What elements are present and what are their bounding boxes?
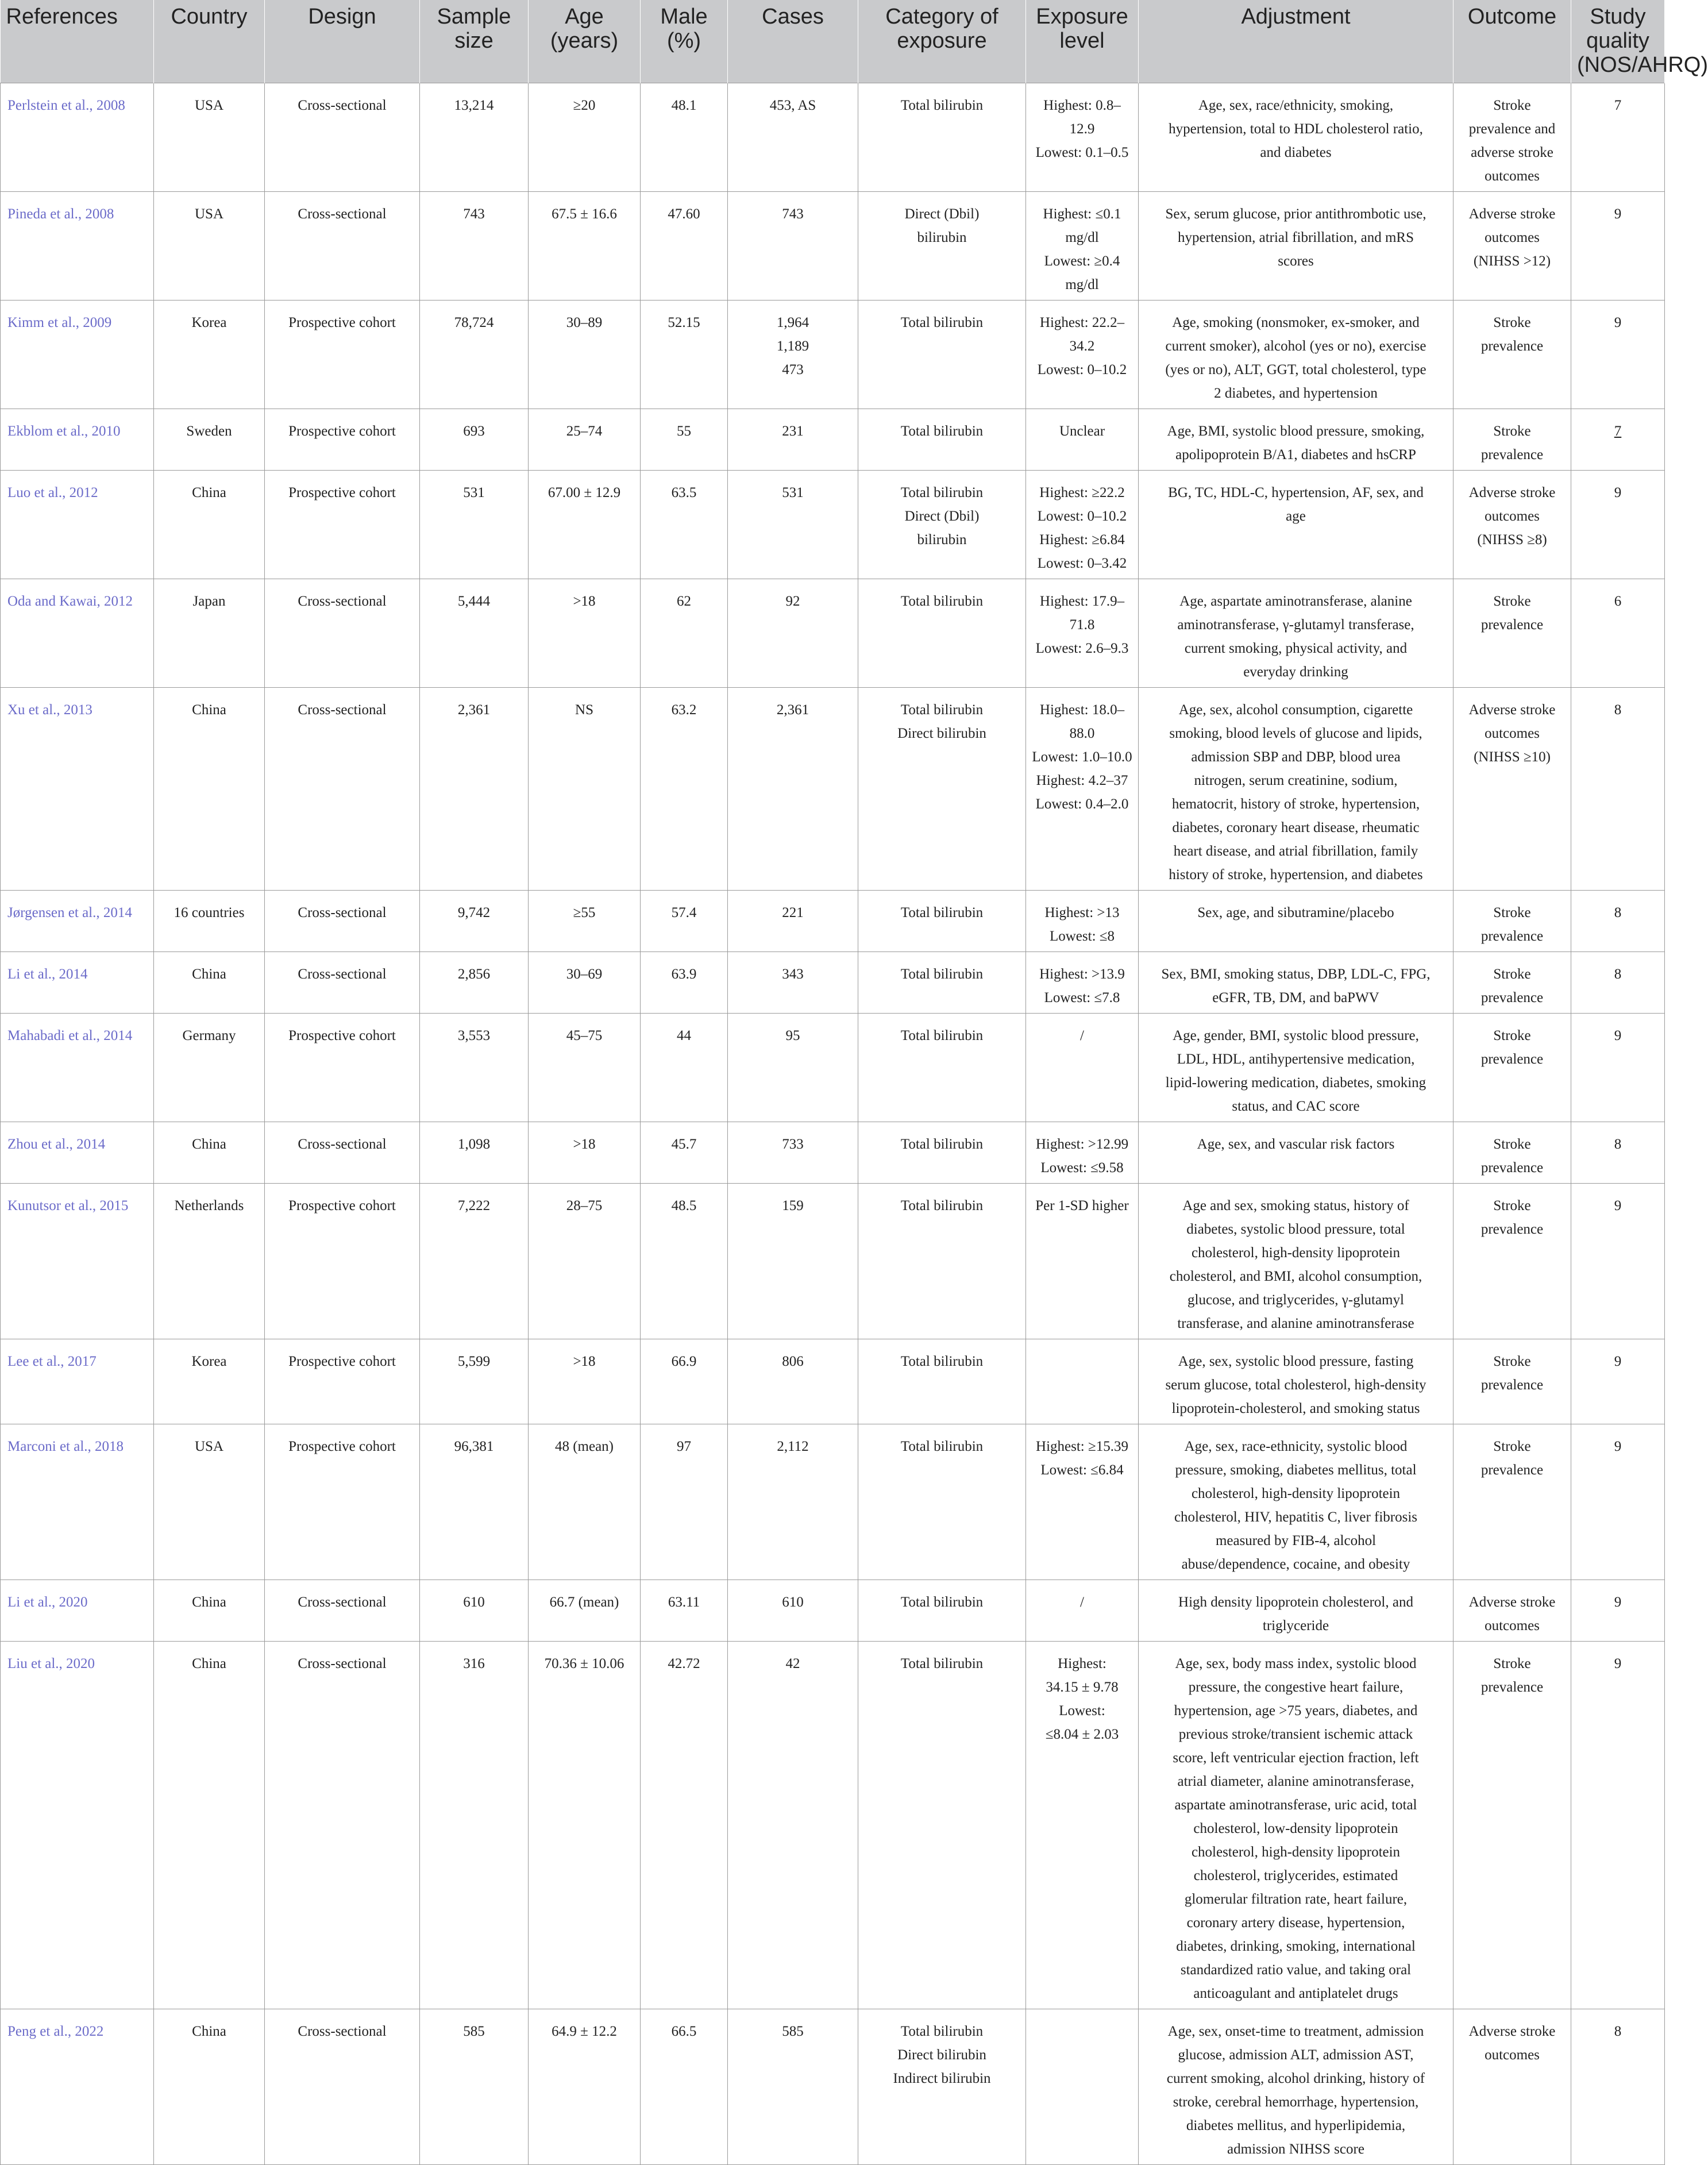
cases-cell: 42 xyxy=(728,1642,858,2009)
age-cell: >18 xyxy=(529,1122,641,1184)
country-cell: Sweden xyxy=(154,409,265,471)
header-references: References xyxy=(1,0,154,83)
category-cell: Total bilirubin xyxy=(858,952,1026,1014)
male-cell: 48.1 xyxy=(641,83,728,192)
country-cell: China xyxy=(154,688,265,891)
male-cell: 45.7 xyxy=(641,1122,728,1184)
cases-cell: 2,112 xyxy=(728,1424,858,1580)
header-age: Age (years) xyxy=(529,0,641,83)
outcome-cell: Stroke prevalence xyxy=(1453,1424,1571,1580)
study-quality-cell xyxy=(1571,409,1665,471)
exposure-level-cell: Highest: 0.8–12.9 Lowest: 0.1–0.5 xyxy=(1026,83,1139,192)
exposure-level-cell: Highest: >13.9 Lowest: ≤7.8 xyxy=(1026,952,1139,1014)
reference-cell xyxy=(1,2009,154,2165)
sample-size-cell: 693 xyxy=(420,409,529,471)
header-male: Male (%) xyxy=(641,0,728,83)
reference-link[interactable]: Lee et al., 2017 xyxy=(7,1354,97,1369)
reference-cell xyxy=(1,83,154,192)
sample-size-cell: 531 xyxy=(420,471,529,579)
reference-cell xyxy=(1,579,154,688)
design-cell: Cross-sectional xyxy=(265,688,420,891)
design-cell: Cross-sectional xyxy=(265,1642,420,2009)
reference-cell xyxy=(1,1339,154,1424)
outcome-cell: Adverse stroke outcomes (NIHSS ≥8) xyxy=(1453,471,1571,579)
male-cell: 57.4 xyxy=(641,891,728,952)
sample-size-cell: 2,361 xyxy=(420,688,529,891)
cases-cell: 585 xyxy=(728,2009,858,2165)
reference-cell xyxy=(1,1014,154,1122)
sample-size-cell: 7,222 xyxy=(420,1184,529,1339)
design-cell: Prospective cohort xyxy=(265,1184,420,1339)
category-cell: Total bilirubin xyxy=(858,409,1026,471)
adjustment-cell: Age, sex, body mass index, systolic blood pressure, the congestive heart failure, hypertension, age >75 years, diabetes, and previous stroke/transient ischemic attack score, left ventricular ejection fraction, left atrial diameter, alanine aminotransferase, aspartate aminotransferase, uric acid, total cholesterol, low-density lipoprotein cholesterol, high-density lipoprotein cholesterol, triglycerides, estimated glomerular filtration rate, heart failure, coronary artery disease, hypertension, diabetes, drinking, smoking, international standardized ratio value, and taking oral anticoagulant and antiplatelet drugs xyxy=(1139,1642,1453,2009)
header-study-quality: Study quality (NOS/AHRQ) xyxy=(1571,0,1665,83)
adjustment-cell: Age, sex, onset-time to treatment, admission glucose, admission ALT, admission AST, current smoking, alcohol drinking, history of stroke, cerebral hemorrhage, hypertension, diabetes mellitus, and hyperlipidemia, admission NIHSS score xyxy=(1139,2009,1453,2165)
country-cell: Korea xyxy=(154,301,265,409)
sample-size-cell: 78,724 xyxy=(420,301,529,409)
adjustment-cell: Sex, serum glucose, prior antithrombotic use, hypertension, atrial fibrillation, and mRS scores xyxy=(1139,192,1453,301)
sample-size-cell: 13,214 xyxy=(420,83,529,192)
exposure-level-cell: Highest: 22.2–34.2 Lowest: 0–10.2 xyxy=(1026,301,1139,409)
country-cell: Korea xyxy=(154,1339,265,1424)
cases-cell: 531 xyxy=(728,471,858,579)
table-row xyxy=(1,1424,1665,1580)
cases-cell: 733 xyxy=(728,1122,858,1184)
table-row xyxy=(1,1014,1665,1122)
header-category: Category of exposure xyxy=(858,0,1026,83)
header-outcome: Outcome xyxy=(1453,0,1571,83)
adjustment-cell: High density lipoprotein cholesterol, and triglyceride xyxy=(1139,1580,1453,1642)
outcome-cell: Stroke prevalence and adverse stroke outcomes xyxy=(1453,83,1571,192)
reference-cell xyxy=(1,891,154,952)
male-cell: 44 xyxy=(641,1014,728,1122)
outcome-cell: Adverse stroke outcomes (NIHSS >12) xyxy=(1453,192,1571,301)
header-adjustment: Adjustment xyxy=(1139,0,1453,83)
outcome-cell: Adverse stroke outcomes xyxy=(1453,1580,1571,1642)
age-cell: >18 xyxy=(529,579,641,688)
category-cell: Total bilirubin xyxy=(858,1014,1026,1122)
reference-link[interactable]: Ekblom et al., 2010 xyxy=(7,423,121,439)
age-cell: 28–75 xyxy=(529,1184,641,1339)
age-cell: 25–74 xyxy=(529,409,641,471)
category-cell: Total bilirubin xyxy=(858,1424,1026,1580)
country-cell: China xyxy=(154,1580,265,1642)
sample-size-cell: 2,856 xyxy=(420,952,529,1014)
outcome-cell: Stroke prevalence xyxy=(1453,1122,1571,1184)
cases-cell: 221 xyxy=(728,891,858,952)
male-cell: 55 xyxy=(641,409,728,471)
country-cell: China xyxy=(154,1122,265,1184)
reference-link[interactable]: Zhou et al., 2014 xyxy=(7,1137,106,1152)
outcome-cell: Stroke prevalence xyxy=(1453,579,1571,688)
design-cell: Cross-sectional xyxy=(265,1122,420,1184)
outcome-cell: Stroke prevalence xyxy=(1453,891,1571,952)
study-quality-cell: 9 xyxy=(1571,1580,1665,1642)
reference-cell xyxy=(1,952,154,1014)
adjustment-cell: Age, BMI, systolic blood pressure, smoking, apolipoprotein B/A1, diabetes and hsCRP xyxy=(1139,409,1453,471)
cases-cell: 92 xyxy=(728,579,858,688)
header-country: Country xyxy=(154,0,265,83)
reference-cell xyxy=(1,1184,154,1339)
age-cell: 70.36 ± 10.06 xyxy=(529,1642,641,2009)
study-quality-cell: 9 xyxy=(1571,1642,1665,2009)
sample-size-cell: 96,381 xyxy=(420,1424,529,1580)
cases-cell: 610 xyxy=(728,1580,858,1642)
exposure-level-cell: Highest: ≥15.39 Lowest: ≤6.84 xyxy=(1026,1424,1139,1580)
country-cell: China xyxy=(154,1642,265,2009)
study-quality-cell: 6 xyxy=(1571,579,1665,688)
study-quality-cell: 8 xyxy=(1571,891,1665,952)
exposure-level-cell: Highest: 18.0–88.0 Lowest: 1.0–10.0 Highest: 4.2–37 Lowest: 0.4–2.0 xyxy=(1026,688,1139,891)
reference-link[interactable]: Luo et al., 2012 xyxy=(7,485,98,500)
reference-cell xyxy=(1,409,154,471)
age-cell: 30–89 xyxy=(529,301,641,409)
country-cell: Germany xyxy=(154,1014,265,1122)
cases-cell: 231 xyxy=(728,409,858,471)
cases-cell: 159 xyxy=(728,1184,858,1339)
table-row xyxy=(1,1642,1665,2009)
outcome-cell: Stroke prevalence xyxy=(1453,409,1571,471)
outcome-cell: Adverse stroke outcomes xyxy=(1453,2009,1571,2165)
design-cell: Prospective cohort xyxy=(265,409,420,471)
adjustment-cell: Age, sex, systolic blood pressure, fasting serum glucose, total cholesterol, high-density lipoprotein-cholesterol, and smoking status xyxy=(1139,1339,1453,1424)
adjustment-cell: Age, sex, alcohol consumption, cigarette smoking, blood levels of glucose and lipids, admission SBP and DBP, blood urea nitrogen, serum creatinine, sodium, hematocrit, history of stroke, hypertension, diabetes, coronary heart disease, rheumatic heart disease, and atrial fibrillation, family history of stroke, hypertension, and diabetes xyxy=(1139,688,1453,891)
male-cell: 66.5 xyxy=(641,2009,728,2165)
study-quality-cell: 9 xyxy=(1571,471,1665,579)
cases-cell: 95 xyxy=(728,1014,858,1122)
table-body xyxy=(1,83,1665,2165)
reference-link[interactable]: Peng et al., 2022 xyxy=(7,2024,104,2039)
age-cell: ≥20 xyxy=(529,83,641,192)
outcome-cell: Stroke prevalence xyxy=(1453,952,1571,1014)
male-cell: 63.9 xyxy=(641,952,728,1014)
outcome-cell: Stroke prevalence xyxy=(1453,301,1571,409)
adjustment-cell: BG, TC, HDL-C, hypertension, AF, sex, and age xyxy=(1139,471,1453,579)
study-quality-cell: 9 xyxy=(1571,1014,1665,1122)
reference-cell xyxy=(1,471,154,579)
adjustment-cell: Age, gender, BMI, systolic blood pressure, LDL, HDL, antihypertensive medication, lipid-lowering medication, diabetes, smoking status, and CAC score xyxy=(1139,1014,1453,1122)
male-cell: 62 xyxy=(641,579,728,688)
country-cell: China xyxy=(154,471,265,579)
exposure-level-cell xyxy=(1026,2009,1139,2165)
exposure-level-cell: Highest: 34.15 ± 9.78 Lowest: ≤8.04 ± 2.03 xyxy=(1026,1642,1139,2009)
reference-cell xyxy=(1,192,154,301)
age-cell: 48 (mean) xyxy=(529,1424,641,1580)
exposure-level-cell: Unclear xyxy=(1026,409,1139,471)
sample-size-cell: 5,444 xyxy=(420,579,529,688)
table-row xyxy=(1,1580,1665,1642)
adjustment-cell: Age, sex, and vascular risk factors xyxy=(1139,1122,1453,1184)
reference-link[interactable]: Li et al., 2014 xyxy=(7,966,88,982)
category-cell: Total bilirubin Direct bilirubin xyxy=(858,688,1026,891)
exposure-level-cell: / xyxy=(1026,1014,1139,1122)
design-cell: Cross-sectional xyxy=(265,891,420,952)
design-cell: Prospective cohort xyxy=(265,471,420,579)
header-sample-size: Sample size xyxy=(420,0,529,83)
table-row xyxy=(1,1122,1665,1184)
cases-cell: 2,361 xyxy=(728,688,858,891)
sample-size-cell: 5,599 xyxy=(420,1339,529,1424)
male-cell: 63.2 xyxy=(641,688,728,891)
cases-cell: 1,964 1,189 473 xyxy=(728,301,858,409)
exposure-level-cell xyxy=(1026,1339,1139,1424)
exposure-level-cell: Highest: >12.99 Lowest: ≤9.58 xyxy=(1026,1122,1139,1184)
table-row xyxy=(1,83,1665,192)
country-cell: USA xyxy=(154,192,265,301)
age-cell: ≥55 xyxy=(529,891,641,952)
exposure-level-cell: Highest: >13 Lowest: ≤8 xyxy=(1026,891,1139,952)
reference-link[interactable]: Li et al., 2020 xyxy=(7,1594,88,1610)
reference-cell xyxy=(1,1122,154,1184)
design-cell: Cross-sectional xyxy=(265,1580,420,1642)
header-cases: Cases xyxy=(728,0,858,83)
cases-cell: 453, AS xyxy=(728,83,858,192)
category-cell: Total bilirubin xyxy=(858,891,1026,952)
design-cell: Cross-sectional xyxy=(265,192,420,301)
category-cell: Direct (Dbil) bilirubin xyxy=(858,192,1026,301)
reference-cell xyxy=(1,1642,154,2009)
adjustment-cell: Sex, age, and sibutramine/placebo xyxy=(1139,891,1453,952)
sample-size-cell: 1,098 xyxy=(420,1122,529,1184)
design-cell: Cross-sectional xyxy=(265,2009,420,2165)
reference-link[interactable]: Perlstein et al., 2008 xyxy=(7,98,125,113)
exposure-level-cell: Highest: ≤0.1 mg/dl Lowest: ≥0.4 mg/dl xyxy=(1026,192,1139,301)
study-quality-cell: 9 xyxy=(1571,192,1665,301)
reference-link[interactable]: Marconi et al., 2018 xyxy=(7,1439,124,1454)
reference-link[interactable]: Mahabadi et al., 2014 xyxy=(7,1028,133,1043)
country-cell: USA xyxy=(154,83,265,192)
category-cell: Total bilirubin Direct (Dbil) bilirubin xyxy=(858,471,1026,579)
sample-size-cell: 585 xyxy=(420,2009,529,2165)
reference-cell xyxy=(1,301,154,409)
study-quality-cell: 7 xyxy=(1571,83,1665,192)
exposure-level-cell: Highest: 17.9–71.8 Lowest: 2.6–9.3 xyxy=(1026,579,1139,688)
study-quality-value: 7 xyxy=(1614,423,1622,439)
age-cell: 30–69 xyxy=(529,952,641,1014)
age-cell: 64.9 ± 12.2 xyxy=(529,2009,641,2165)
adjustment-cell: Age, sex, race/ethnicity, smoking, hypertension, total to HDL cholesterol ratio, and diabetes xyxy=(1139,83,1453,192)
age-cell: NS xyxy=(529,688,641,891)
category-cell: Total bilirubin xyxy=(858,83,1026,192)
exposure-level-cell: Highest: ≥22.2 Lowest: 0–10.2 Highest: ≥6.84 Lowest: 0–3.42 xyxy=(1026,471,1139,579)
header-row xyxy=(1,0,1665,83)
age-cell: 45–75 xyxy=(529,1014,641,1122)
adjustment-cell: Sex, BMI, smoking status, DBP, LDL-C, FPG, eGFR, TB, DM, and baPWV xyxy=(1139,952,1453,1014)
male-cell: 97 xyxy=(641,1424,728,1580)
age-cell: >18 xyxy=(529,1339,641,1424)
category-cell: Total bilirubin Direct bilirubin Indirect bilirubin xyxy=(858,2009,1026,2165)
table-row xyxy=(1,1339,1665,1424)
study-quality-cell: 8 xyxy=(1571,2009,1665,2165)
male-cell: 47.60 xyxy=(641,192,728,301)
reference-link[interactable]: Kunutsor et al., 2015 xyxy=(7,1198,129,1214)
cases-cell: 343 xyxy=(728,952,858,1014)
category-cell: Total bilirubin xyxy=(858,1642,1026,2009)
male-cell: 63.11 xyxy=(641,1580,728,1642)
age-cell: 67.00 ± 12.9 xyxy=(529,471,641,579)
header-exposure-level: Exposure level xyxy=(1026,0,1139,83)
reference-link[interactable]: Xu et al., 2013 xyxy=(7,702,92,718)
table-row xyxy=(1,301,1665,409)
adjustment-cell: Age, sex, race-ethnicity, systolic blood pressure, smoking, diabetes mellitus, total cholesterol, high-density lipoprotein cholesterol, HIV, hepatitis C, liver fibrosis measured by FIB-4, alcohol abuse/dependence, cocaine, and obesity xyxy=(1139,1424,1453,1580)
table-row xyxy=(1,409,1665,471)
category-cell: Total bilirubin xyxy=(858,1339,1026,1424)
reference-link[interactable]: Liu et al., 2020 xyxy=(7,1656,95,1671)
age-cell: 66.7 (mean) xyxy=(529,1580,641,1642)
header-design: Design xyxy=(265,0,420,83)
table-row xyxy=(1,2009,1665,2165)
adjustment-cell: Age, smoking (nonsmoker, ex-smoker, and current smoker), alcohol (yes or no), exercise (yes or no), ALT, GGT, total cholesterol, type 2 diabetes, and hypertension xyxy=(1139,301,1453,409)
cases-cell: 806 xyxy=(728,1339,858,1424)
sample-size-cell: 3,553 xyxy=(420,1014,529,1122)
country-cell: China xyxy=(154,2009,265,2165)
exposure-level-cell: / xyxy=(1026,1580,1139,1642)
country-cell: Netherlands xyxy=(154,1184,265,1339)
sample-size-cell: 743 xyxy=(420,192,529,301)
reference-cell xyxy=(1,1580,154,1642)
country-cell: Japan xyxy=(154,579,265,688)
design-cell: Prospective cohort xyxy=(265,1014,420,1122)
country-cell: 16 countries xyxy=(154,891,265,952)
design-cell: Prospective cohort xyxy=(265,1339,420,1424)
outcome-cell: Adverse stroke outcomes (NIHSS ≥10) xyxy=(1453,688,1571,891)
outcome-cell: Stroke prevalence xyxy=(1453,1339,1571,1424)
study-quality-cell: 9 xyxy=(1571,301,1665,409)
table-row xyxy=(1,891,1665,952)
sample-size-cell: 9,742 xyxy=(420,891,529,952)
male-cell: 66.9 xyxy=(641,1339,728,1424)
country-cell: USA xyxy=(154,1424,265,1580)
male-cell: 48.5 xyxy=(641,1184,728,1339)
category-cell: Total bilirubin xyxy=(858,1122,1026,1184)
male-cell: 52.15 xyxy=(641,301,728,409)
male-cell: 42.72 xyxy=(641,1642,728,2009)
study-quality-cell: 9 xyxy=(1571,1424,1665,1580)
design-cell: Prospective cohort xyxy=(265,1424,420,1580)
study-quality-cell: 8 xyxy=(1571,1122,1665,1184)
table-row xyxy=(1,952,1665,1014)
study-quality-cell: 8 xyxy=(1571,952,1665,1014)
table-row xyxy=(1,688,1665,891)
design-cell: Cross-sectional xyxy=(265,579,420,688)
reference-link[interactable]: Pineda et al., 2008 xyxy=(7,206,114,222)
table-row xyxy=(1,1184,1665,1339)
age-cell: 67.5 ± 16.6 xyxy=(529,192,641,301)
adjustment-cell: Age, aspartate aminotransferase, alanine aminotransferase, γ-glutamyl transferase, current smoking, physical activity, and everyday drinking xyxy=(1139,579,1453,688)
outcome-cell: Stroke prevalence xyxy=(1453,1184,1571,1339)
study-quality-cell: 8 xyxy=(1571,688,1665,891)
table-row xyxy=(1,579,1665,688)
design-cell: Cross-sectional xyxy=(265,952,420,1014)
reference-link[interactable]: Jørgensen et al., 2014 xyxy=(7,905,132,920)
reference-link[interactable]: Oda and Kawai, 2012 xyxy=(7,594,133,609)
study-quality-cell: 9 xyxy=(1571,1339,1665,1424)
category-cell: Total bilirubin xyxy=(858,1184,1026,1339)
category-cell: Total bilirubin xyxy=(858,301,1026,409)
design-cell: Prospective cohort xyxy=(265,301,420,409)
reference-cell xyxy=(1,688,154,891)
outcome-cell: Stroke prevalence xyxy=(1453,1014,1571,1122)
cases-cell: 743 xyxy=(728,192,858,301)
sample-size-cell: 316 xyxy=(420,1642,529,2009)
reference-cell xyxy=(1,1424,154,1580)
exposure-level-cell: Per 1-SD higher xyxy=(1026,1184,1139,1339)
table-row xyxy=(1,192,1665,301)
outcome-cell: Stroke prevalence xyxy=(1453,1642,1571,2009)
sample-size-cell: 610 xyxy=(420,1580,529,1642)
design-cell: Cross-sectional xyxy=(265,83,420,192)
reference-link[interactable]: Kimm et al., 2009 xyxy=(7,315,112,330)
country-cell: China xyxy=(154,952,265,1014)
table-row xyxy=(1,471,1665,579)
category-cell: Total bilirubin xyxy=(858,579,1026,688)
adjustment-cell: Age and sex, smoking status, history of diabetes, systolic blood pressure, total cholesterol, high-density lipoprotein cholesterol, and BMI, alcohol consumption, glucose, and triglycerides, γ-glutamyl transferase, and alanine aminotransferase xyxy=(1139,1184,1453,1339)
category-cell: Total bilirubin xyxy=(858,1580,1026,1642)
male-cell: 63.5 xyxy=(641,471,728,579)
study-quality-cell: 9 xyxy=(1571,1184,1665,1339)
